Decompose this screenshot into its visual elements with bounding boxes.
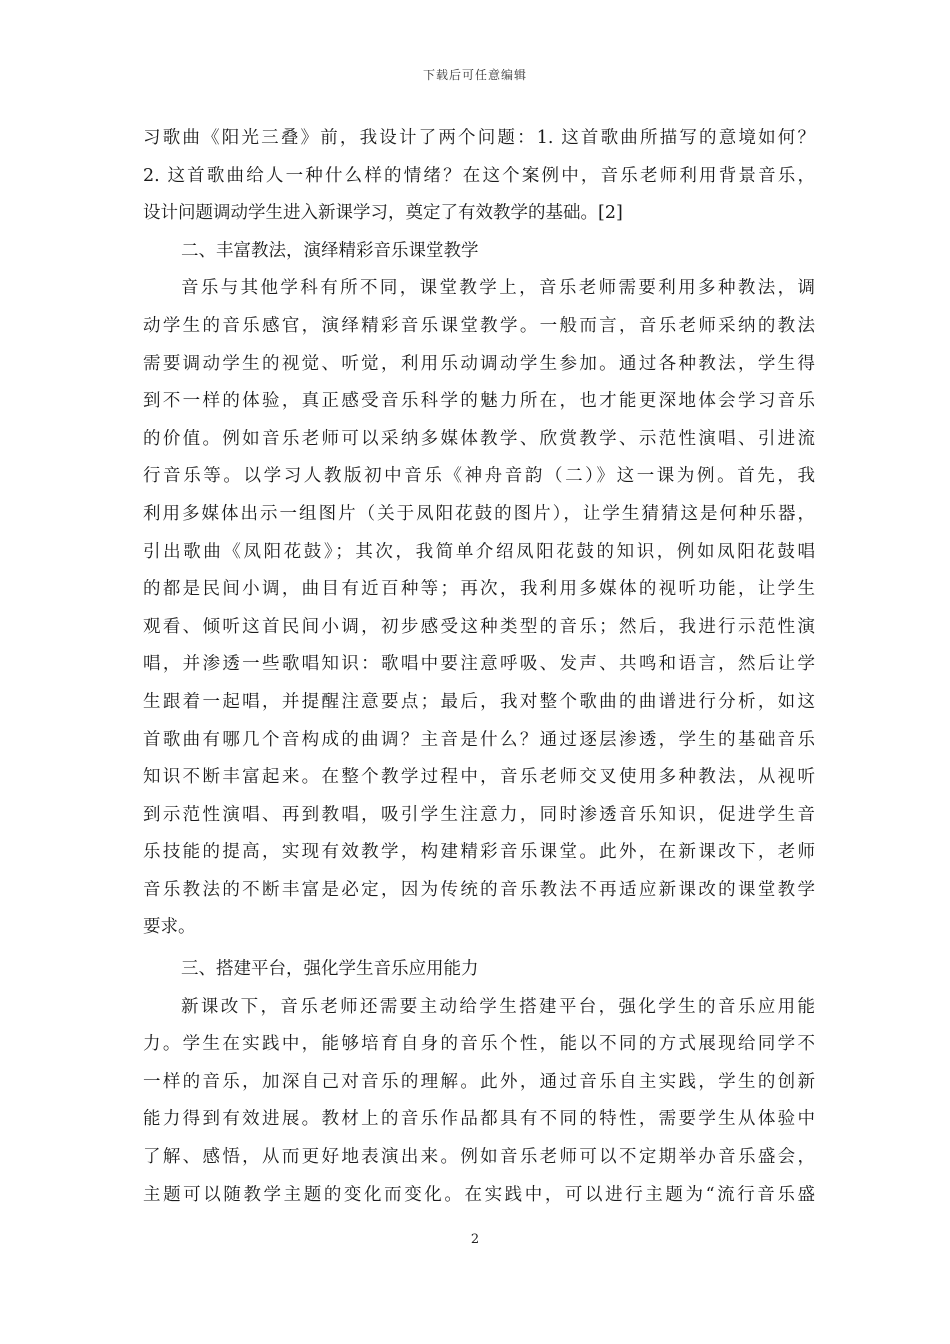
- text-line: 唱，并渗透一些歌唱知识：歌唱中要注意呼吸、发声、共鸣和语言，然后让学: [143, 654, 815, 675]
- text-line: 到不一样的体验，真正感受音乐科学的魅力所在，也才能更深地体会学习音乐: [143, 391, 815, 412]
- text-line: 利用多媒体出示一组图片（关于凤阳花鼓的图片），让学生猜猜这是何种乐器，: [143, 503, 815, 524]
- text-line: 2. 这首歌曲给人一种什么样的情绪？在这个案例中，音乐老师利用背景音乐，: [143, 165, 815, 186]
- text-line: 的价值。例如音乐老师可以采纳多媒体教学、欣赏教学、示范性演唱、引进流: [143, 428, 815, 449]
- text-line: 新课改下，音乐老师还需要主动给学生搭建平台，强化学生的音乐应用能: [181, 996, 815, 1017]
- text-line: 能力得到有效进展。教材上的音乐作品都具有不同的特性，需要学生从体验中: [143, 1109, 815, 1130]
- page-number: 2: [470, 1232, 480, 1247]
- section-heading-3: 三、搭建平台，强化学生音乐应用能力: [181, 959, 479, 980]
- paragraph-section-2: [143, 270, 815, 947]
- paragraph-intro: [143, 120, 815, 233]
- text-line: 到示范性演唱、再到教唱，吸引学生注意力，同时渗透音乐知识，促进学生音: [143, 804, 815, 825]
- text-line: 观看、倾听这首民间小调，初步感受这种类型的音乐；然后，我进行示范性演: [143, 616, 815, 637]
- page-header: 下载后可任意编辑: [422, 68, 527, 82]
- text-line: 力。学生在实践中，能够培育自身的音乐个性，能以不同的方式展现给同学不: [143, 1034, 815, 1055]
- text-line: 首歌曲有哪几个音构成的曲调？主音是什么？通过逐层渗透，学生的基础音乐: [143, 729, 815, 750]
- text-line: 生跟着一起唱，并提醒注意要点；最后，我对整个歌曲的曲谱进行分析，如这: [143, 691, 815, 712]
- text-line: 习歌曲《阳光三叠》前，我设计了两个问题：1. 这首歌曲所描写的意境如何？: [143, 128, 815, 148]
- text-line: 设计问题调动学生进入新课学习，奠定了有效教学的基础。[2]: [143, 203, 623, 224]
- section-heading-2: 二、丰富教法，演绎精彩音乐课堂教学: [181, 240, 479, 261]
- text-line: 需要调动学生的视觉、听觉，利用乐动调动学生参加。通过各种教法，学生得: [143, 353, 815, 374]
- document-body: [143, 120, 815, 1214]
- text-line: 知识不断丰富起来。在整个教学过程中，音乐老师交叉使用多种教法，从视听: [143, 767, 815, 788]
- text-line: 动学生的音乐感官，演绎精彩音乐课堂教学。一般而言，音乐老师采纳的教法: [143, 315, 815, 336]
- text-line: 的都是民间小调，曲目有近百种等；再次，我利用多媒体的视听功能，让学生: [143, 579, 815, 600]
- text-line: 音乐与其他学科有所不同，课堂教学上，音乐老师需要利用多种教法，调: [181, 278, 815, 299]
- text-line: 引出歌曲《凤阳花鼓》；其次，我简单介绍凤阳花鼓的知识，例如凤阳花鼓唱: [143, 541, 815, 562]
- text-line: 乐技能的提高，实现有效教学，构建精彩音乐课堂。此外，在新课改下，老师: [143, 842, 815, 863]
- text-line: 主题可以随教学主题的变化而变化。在实践中，可以进行主题为“流行音乐盛: [143, 1184, 815, 1205]
- text-line: 了解、感悟，从而更好地表演出来。例如音乐老师可以不定期举办音乐盛会，: [143, 1147, 815, 1168]
- text-line: 一样的音乐，加深自己对音乐的理解。此外，通过音乐自主实践，学生的创新: [143, 1071, 815, 1092]
- text-line: 要求。: [143, 917, 196, 938]
- paragraph-section-3: [143, 989, 815, 1215]
- text-line: 音乐教法的不断丰富是必定，因为传统的音乐教法不再适应新课改的课堂教学: [143, 879, 815, 900]
- text-line: 行音乐等。以学习人教版初中音乐《神舟音韵（二）》这一课为例。首先，我: [143, 466, 815, 487]
